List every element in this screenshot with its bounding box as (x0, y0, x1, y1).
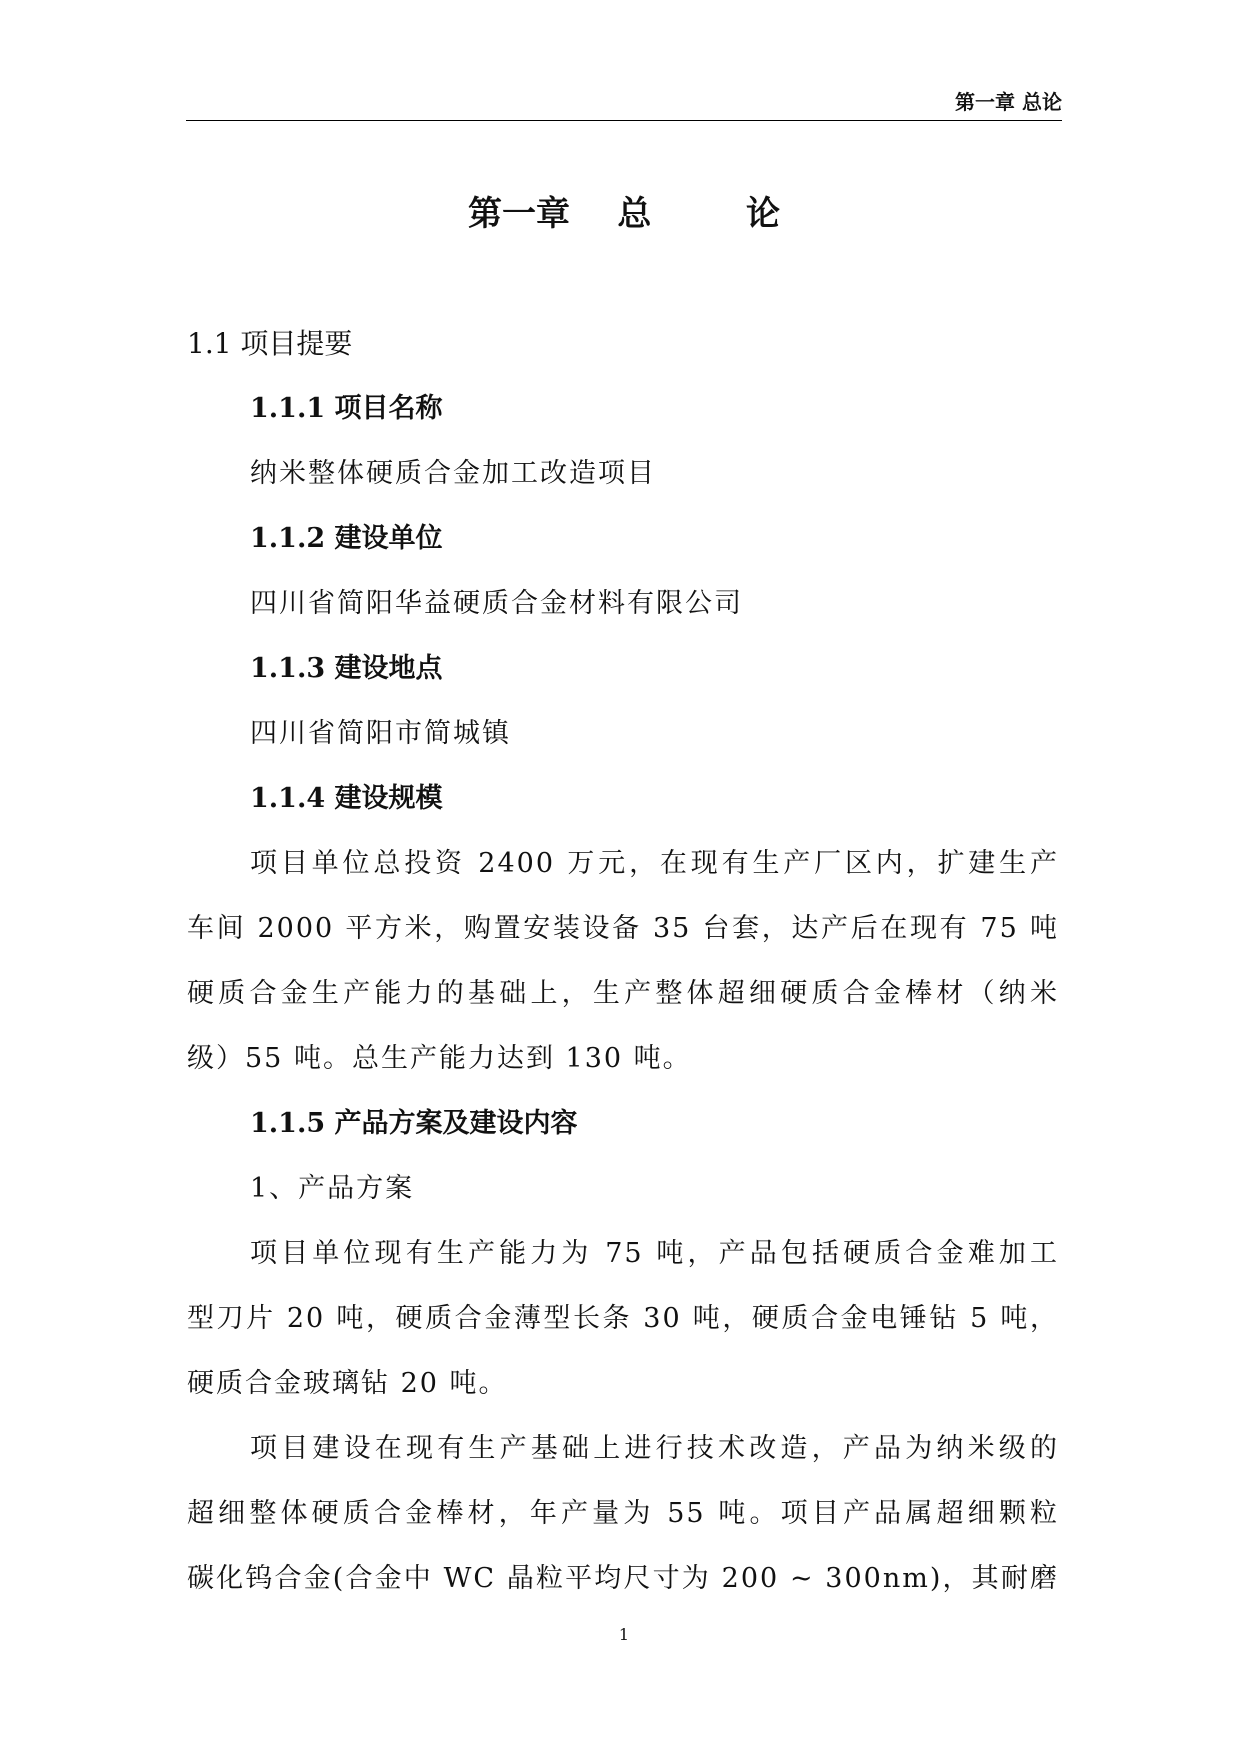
paragraph-line: 级）55 吨。总生产能力达到 130 吨。 (187, 1043, 692, 1074)
subsection-heading-1-1-3: 1.1.3 建设地点 (250, 653, 443, 684)
construction-scale-paragraph (187, 846, 1059, 1106)
document-body (187, 326, 1059, 1626)
paragraph-line: 项目单位总投资 2400 万元，在现有生产厂区内，扩建生产 (250, 848, 1059, 879)
paragraph-line: 项目建设在现有生产基础上进行技术改造，产品为纳米级的 (250, 1433, 1059, 1464)
list-item-product-plan: 1、产品方案 (250, 1173, 415, 1204)
product-capacity-paragraph (187, 1236, 1059, 1431)
paragraph-line: 硬质合金生产能力的基础上，生产整体超细硬质合金棒材（纳米 (187, 978, 1059, 1009)
paragraph-line: 型刀片 20 吨，硬质合金薄型长条 30 吨，硬质合金电锤钻 5 吨， (187, 1303, 1059, 1334)
paragraph-line: 硬质合金玻璃钻 20 吨。 (187, 1368, 508, 1399)
subsection-heading-1-1-4: 1.1.4 建设规模 (250, 783, 443, 814)
project-name-text: 纳米整体硬质合金加工改造项目 (250, 458, 656, 489)
running-header: 第一章 总论 (955, 90, 1062, 114)
subsection-heading-1-1-1: 1.1.1 项目名称 (250, 393, 443, 424)
paragraph-line: 超细整体硬质合金棒材，年产量为 55 吨。项目产品属超细颗粒 (187, 1498, 1059, 1529)
page-number: 1 (618, 1625, 630, 1644)
paragraph-line: 车间 2000 平方米，购置安装设备 35 台套，达产后在现有 75 吨 (187, 913, 1059, 944)
section-heading-1-1: 1.1 项目提要 (187, 327, 353, 360)
subsection-heading-1-1-2: 1.1.2 建设单位 (250, 523, 443, 554)
subsection-heading-1-1-5: 1.1.5 产品方案及建设内容 (250, 1108, 578, 1139)
paragraph-line: 项目单位现有生产能力为 75 吨，产品包括硬质合金难加工 (250, 1238, 1059, 1269)
technical-upgrade-paragraph (187, 1431, 1059, 1626)
construction-site-text: 四川省简阳市简城镇 (250, 718, 511, 749)
paragraph-line: 碳化钨合金(合金中 WC 晶粒平均尺寸为 200 ~ 300nm)，其耐磨 (187, 1563, 1059, 1594)
construction-unit-text: 四川省简阳华益硬质合金材料有限公司 (250, 588, 743, 619)
chapter-title: 第一章 总 论 (467, 194, 781, 234)
header-rule (186, 120, 1062, 121)
